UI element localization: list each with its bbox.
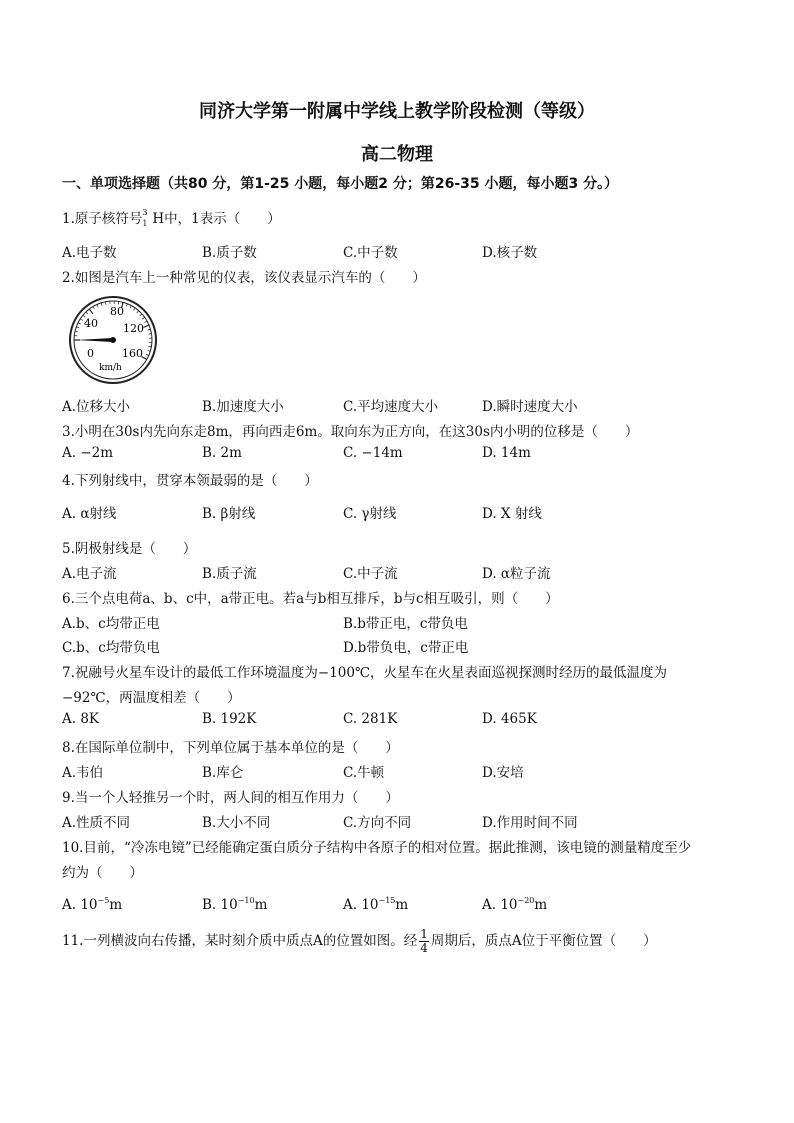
gauge-tick <box>137 311 139 313</box>
gauge-tick <box>75 331 78 332</box>
gauge-tick <box>101 303 102 306</box>
gauge-tick <box>105 302 106 305</box>
gauge-label-0: 0 <box>87 347 94 360</box>
option-b[interactable]: B.质子流 <box>202 566 257 582</box>
question-7-options <box>62 711 742 731</box>
option-c[interactable]: C. −14m <box>343 445 403 461</box>
gauge-label-80: 80 <box>110 305 124 318</box>
question-7-stem-line2: −92℃，两温度相差（ ） <box>62 690 241 706</box>
gauge-tick <box>93 307 95 310</box>
option-a[interactable] <box>62 896 122 913</box>
gauge-tick <box>133 308 135 310</box>
exam-title: 同济大学第一附属中学线上教学阶段检测（等级） <box>199 101 595 122</box>
gauge-tick <box>140 314 142 316</box>
question-3-options <box>62 445 742 465</box>
option-c[interactable]: C.中子数 <box>343 245 398 261</box>
gauge-tick <box>142 317 144 319</box>
option-d[interactable] <box>482 896 547 913</box>
option-d[interactable]: D.安培 <box>482 765 524 781</box>
question-6-options-row1 <box>62 612 742 632</box>
question-4-stem: 4.下列射线中，贯穿本领最弱的是（ ） <box>62 473 318 489</box>
question-8-options <box>62 761 742 781</box>
option-c[interactable]: C.b、c均带负电 <box>62 640 160 656</box>
option-b[interactable] <box>202 896 267 913</box>
option-a[interactable]: A.韦伯 <box>62 765 104 781</box>
option-b[interactable]: B. 192K <box>202 711 257 727</box>
option-b-base: B. 10 <box>202 897 238 913</box>
option-c[interactable]: C.中子流 <box>343 566 398 582</box>
option-d[interactable]: D. 14m <box>482 445 531 461</box>
gauge-tick <box>86 312 88 314</box>
q1-stem-pre: 1.原子核符号 <box>62 211 143 227</box>
option-b[interactable]: B.大小不同 <box>202 815 271 831</box>
question-11-stem <box>62 928 657 955</box>
nuclide-symbol <box>142 210 152 228</box>
option-b[interactable]: B.质子数 <box>202 245 257 261</box>
option-d[interactable]: D.核子数 <box>482 245 538 261</box>
gauge-tick <box>78 323 81 324</box>
option-d[interactable]: D. 465K <box>482 711 537 727</box>
option-c[interactable]: C. 281K <box>343 711 398 727</box>
gauge-tick <box>80 319 83 321</box>
option-b-unit: m <box>254 897 268 913</box>
gauge-hub <box>110 337 116 343</box>
option-a[interactable]: A.电子流 <box>62 566 117 582</box>
option-d[interactable]: D.瞬时速度大小 <box>482 399 578 415</box>
option-a-unit: m <box>109 897 123 913</box>
option-c-base: A. 10 <box>343 897 379 913</box>
question-2-stem: 2.如图是汽车上一种常见的仪表，该仪表显示汽车的（ ） <box>62 270 426 286</box>
gauge-needle <box>76 338 113 342</box>
option-b[interactable]: B.加速度大小 <box>202 399 284 415</box>
gauge-tick <box>143 325 149 327</box>
q11-stem-pre: 11.一列横波向右传播，某时刻介质中质点A的位置如图。经 <box>62 933 418 949</box>
option-d[interactable]: D. α粒子流 <box>482 566 551 582</box>
fraction-denominator: 4 <box>420 941 428 955</box>
question-2-options <box>62 395 742 415</box>
option-a[interactable]: A.电子数 <box>62 245 117 261</box>
gauge-tick <box>126 304 127 307</box>
option-c[interactable]: C. γ射线 <box>343 506 397 522</box>
option-d[interactable]: D.作用时间不同 <box>482 815 578 831</box>
section-heading: 一、单项选择题（共80 分，第1-25 小题，每小题2 分；第26-35 小题，每小题3 分。） <box>62 176 619 192</box>
gauge-tick <box>130 306 131 309</box>
question-5-stem: 5.阴极射线是（ ） <box>62 541 197 557</box>
gauge-tick <box>144 321 147 322</box>
option-c[interactable]: C.平均速度大小 <box>343 399 439 415</box>
option-d[interactable]: D. X 射线 <box>482 506 542 522</box>
nuclide-letter: H <box>152 211 165 227</box>
option-c-exponent: −15 <box>378 896 396 905</box>
option-b[interactable]: B. 2m <box>202 445 242 461</box>
gauge-tick <box>148 329 151 330</box>
question-10-options <box>62 896 742 916</box>
question-7-stem-line1: 7.祝融号火星车设计的最低工作环境温度为−100℃，火星车在火星表面巡视探测时经历的最低温度为 <box>62 665 668 681</box>
option-a[interactable]: A. −2m <box>62 445 114 461</box>
option-d-base: A. 10 <box>482 897 518 913</box>
gauge-tick <box>97 304 98 307</box>
option-c[interactable]: C.牛顿 <box>343 765 385 781</box>
option-a[interactable]: A.位移大小 <box>62 399 131 415</box>
option-a[interactable]: A.b、c均带正电 <box>62 616 160 632</box>
option-a[interactable]: A.性质不同 <box>62 815 131 831</box>
q11-stem-post: 周期后，质点A位于平衡位置（ ） <box>430 933 657 949</box>
option-a[interactable]: A. 8K <box>62 711 100 727</box>
option-c[interactable] <box>343 896 408 913</box>
question-4-options <box>62 502 742 522</box>
question-3-stem: 3.小明在30s内先向东走8m，再向西走6m。取向东为正方向，在这30s内小明的位移是（ ） <box>62 424 639 440</box>
option-d-unit: m <box>534 897 548 913</box>
gauge-tick <box>147 350 150 351</box>
question-5-options <box>62 562 742 582</box>
option-a[interactable]: A. α射线 <box>62 506 117 522</box>
option-b[interactable]: B.库仑 <box>202 765 244 781</box>
option-a-exponent: −5 <box>97 896 110 905</box>
option-b[interactable]: B. β射线 <box>202 506 256 522</box>
question-10-stem-line1: 10.目前，“冷冻电镜”已经能确定蛋白质分子结构中各原子的相对位置。据此推测，该电镜的测量精度至少 <box>62 840 692 856</box>
option-d[interactable]: D.b带负电，c带正电 <box>343 640 469 656</box>
option-a-base: A. 10 <box>62 897 98 913</box>
option-c[interactable]: C.方向不同 <box>343 815 412 831</box>
fraction-numerator: 1 <box>420 927 428 941</box>
q1-stem-post: 中，1表示（ ） <box>164 211 281 227</box>
question-6-options-row2 <box>62 636 742 656</box>
question-1-stem <box>62 207 281 228</box>
gauge-label-160: 160 <box>122 347 143 360</box>
gauge-tick <box>146 354 149 355</box>
gauge-tick <box>76 327 79 328</box>
gauge-label-120: 120 <box>123 322 144 335</box>
option-b[interactable]: B.b带正电，c带负电 <box>343 616 468 632</box>
option-d-exponent: −20 <box>517 896 535 905</box>
question-9-stem: 9.当一个人轻推另一个时，两人间的相互作用力（ ） <box>62 790 399 806</box>
option-c-unit: m <box>395 897 409 913</box>
question-6-stem: 6.三个点电荷a、b、c中，a带正电。若a与b相互排斥，b与c相互吸引，则（ ） <box>62 591 559 607</box>
nuclide-mass: 3 <box>142 208 148 217</box>
question-8-stem: 8.在国际单位制中，下列单位属于基本单位的是（ ） <box>62 740 399 756</box>
option-b-exponent: −10 <box>237 896 255 905</box>
gauge-tick <box>89 309 93 314</box>
quarter-fraction <box>419 928 429 955</box>
gauge-tick <box>148 346 151 347</box>
gauge-unit: km/h <box>99 363 122 373</box>
question-9-options <box>62 811 742 831</box>
question-1-options <box>62 241 742 261</box>
question-10-stem-line2: 约为（ ） <box>62 865 143 881</box>
gauge-label-40: 40 <box>84 317 98 330</box>
exam-subtitle: 高二物理 <box>361 144 433 165</box>
speedometer-figure <box>68 295 158 385</box>
nuclide-number: 1 <box>142 219 148 228</box>
